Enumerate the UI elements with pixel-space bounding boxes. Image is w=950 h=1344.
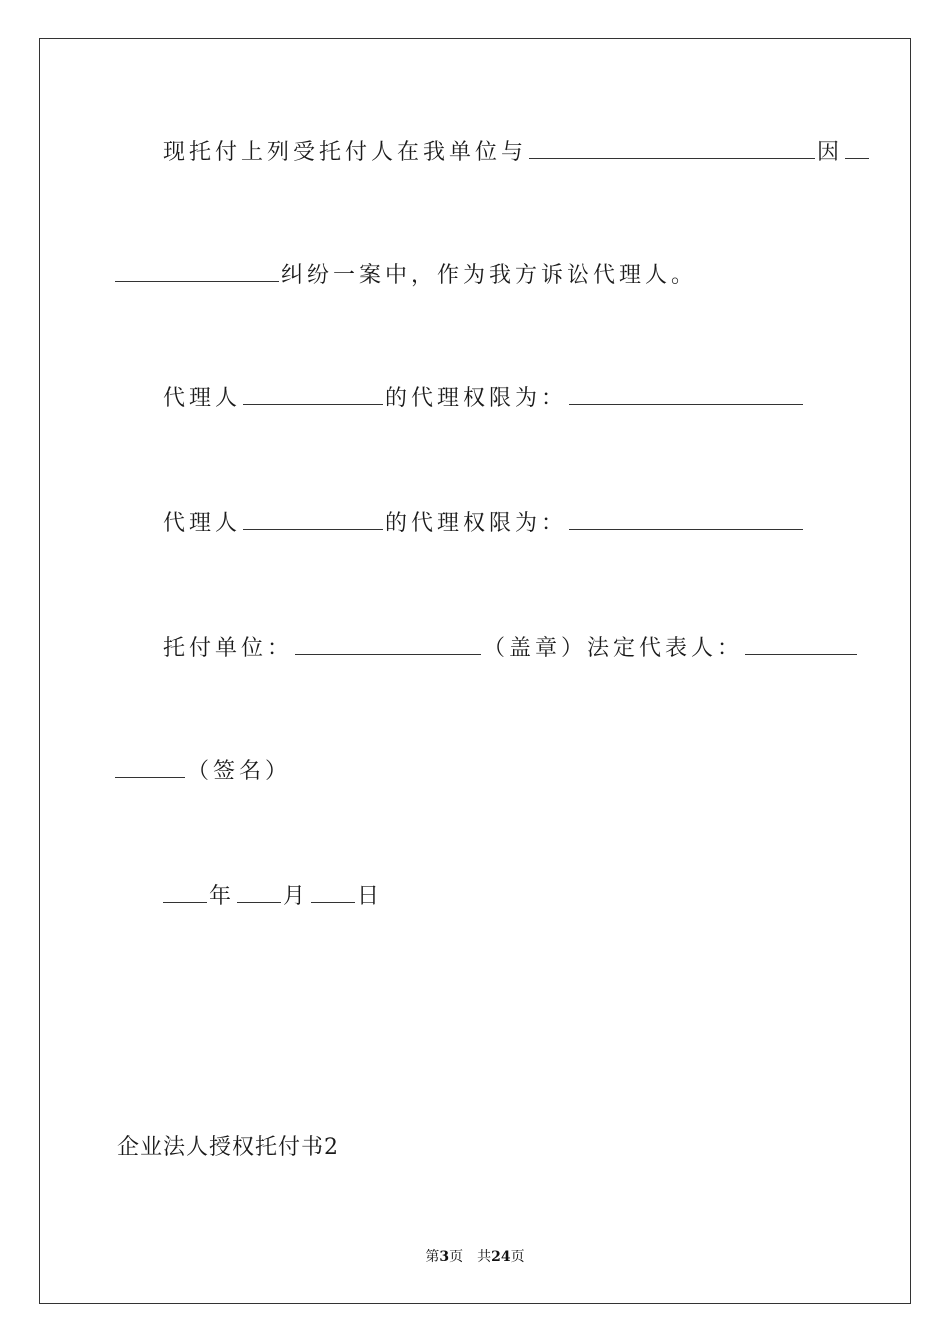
blank-cause[interactable] [845,136,869,159]
footer-text: 页 共 [449,1249,492,1265]
text-segment: 代理人 [163,511,242,536]
text-segment: 代理人 [163,386,242,411]
section-heading: 企业法人授权托付书2 [117,1135,339,1160]
paragraph-agent-2 [163,507,805,539]
blank-legal-rep[interactable] [745,632,857,655]
blank-year[interactable] [163,880,207,903]
paragraph-sign [115,755,291,787]
text-segment: （盖章）法定代表人： [483,636,744,661]
blank-agent-name-2[interactable] [243,507,383,530]
blank-agent-name-1[interactable] [243,382,383,405]
paragraph-dispute [115,259,697,291]
paragraph-seal [163,632,859,664]
page-border [39,38,911,1304]
blank-agent-scope-2[interactable] [569,507,803,530]
page-footer [0,1246,950,1266]
footer-text: 页 [510,1249,525,1265]
text-segment: 现托付上列受托付人在我单位与 [163,140,528,165]
blank-signature[interactable] [115,755,185,778]
paragraph-date [163,880,383,912]
page-number: 3 [439,1249,450,1265]
text-segment: 的代理权限为： [385,386,568,411]
text-segment: 托付单位： [163,636,294,661]
text-segment: 月 [283,884,310,909]
blank-agent-scope-1[interactable] [569,382,803,405]
blank-party[interactable] [529,136,815,159]
footer-text: 第 [425,1249,440,1265]
text-segment: 因 [817,140,844,165]
blank-cause-cont[interactable] [115,259,279,282]
text-segment: 日 [357,884,384,909]
paragraph-agent-1 [163,382,805,414]
text-segment: （签名） [187,759,292,784]
text-segment: 的代理权限为： [385,511,568,536]
text-segment: 年 [209,884,236,909]
blank-unit[interactable] [295,632,481,655]
page-total: 24 [491,1249,511,1265]
blank-day[interactable] [311,880,355,903]
blank-month[interactable] [237,880,281,903]
text-segment: 纠纷一案中，作为我方诉讼代理人。 [281,263,698,288]
paragraph-entrust [163,136,871,168]
